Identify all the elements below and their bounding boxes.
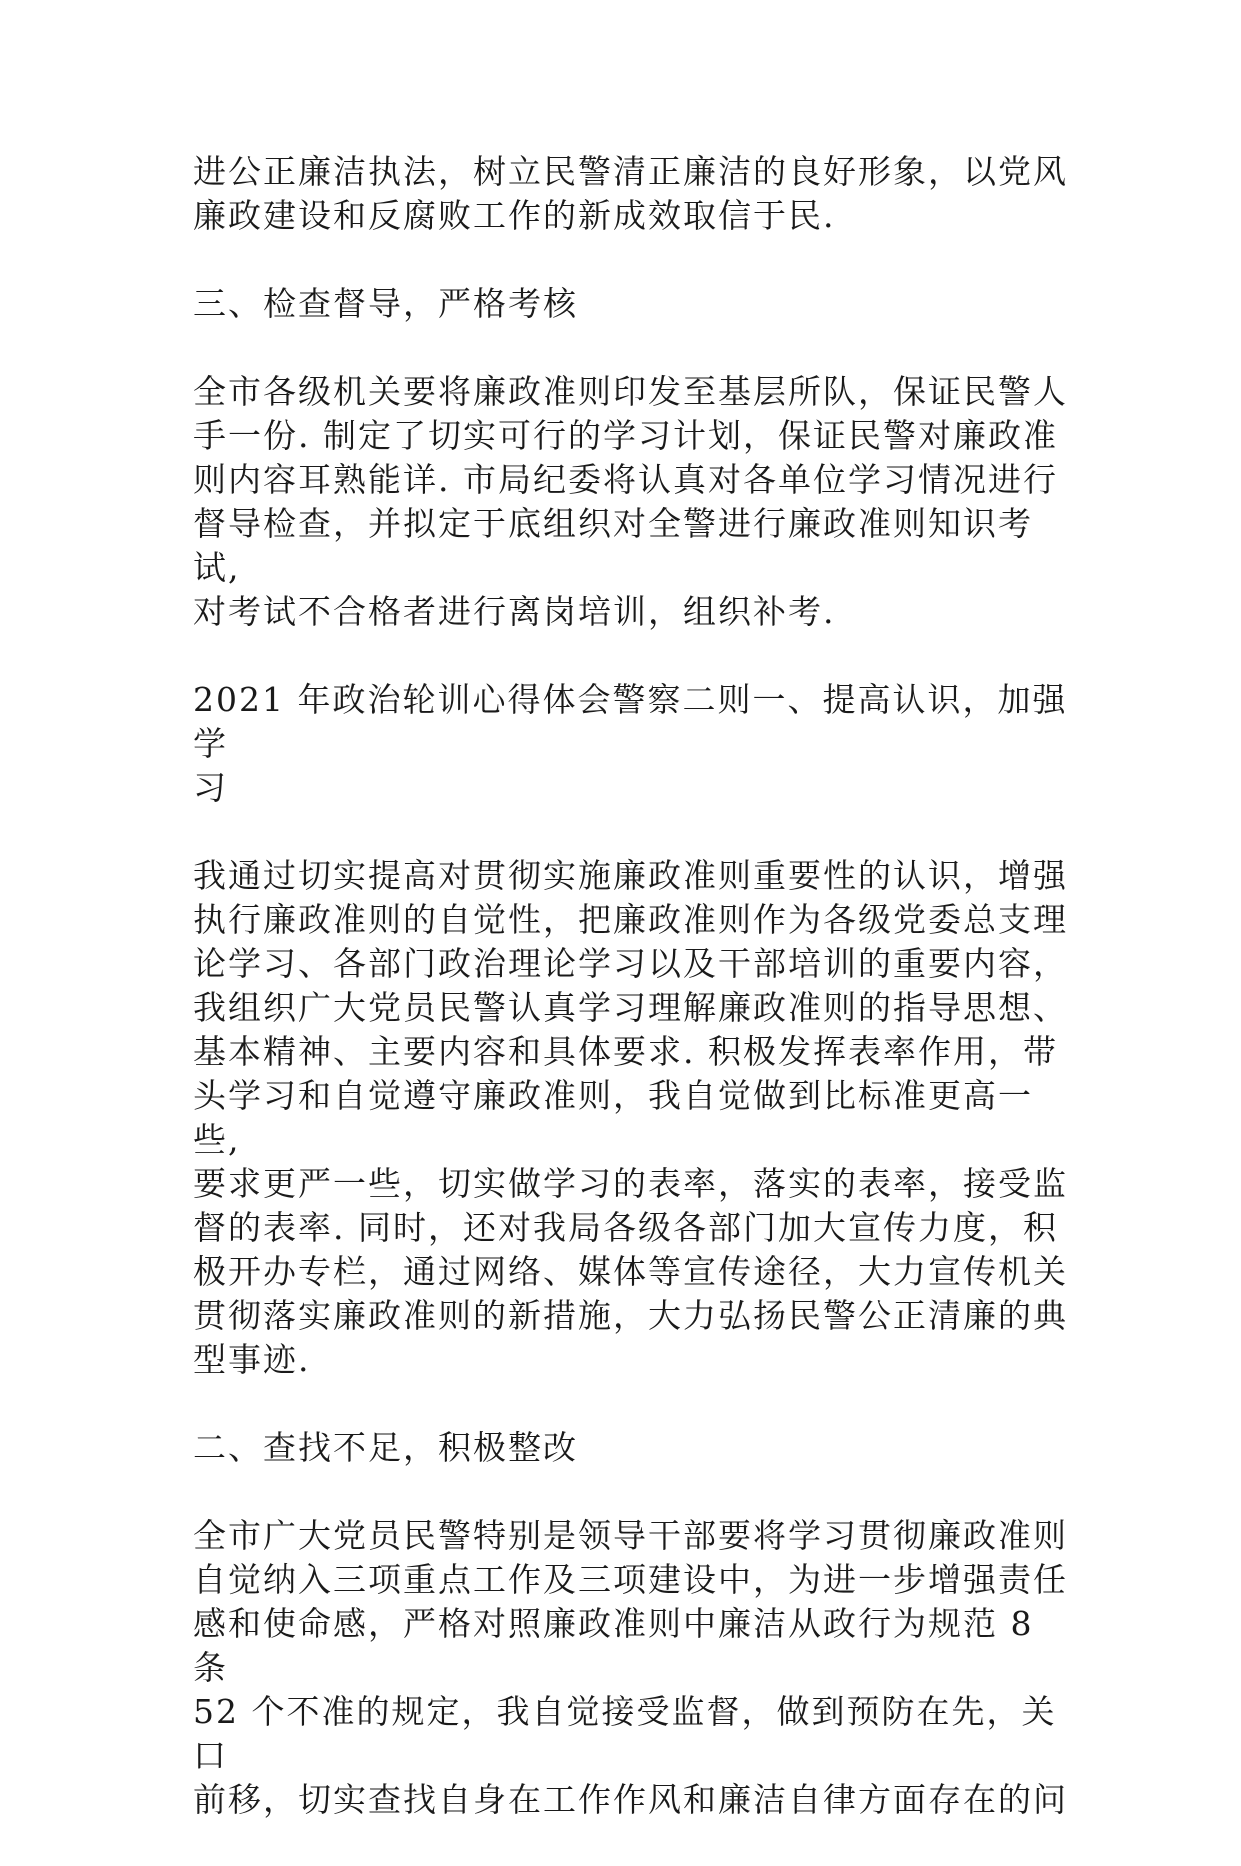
document-body	[193, 150, 1073, 1866]
paragraph-inspection: 全市各级机关要将廉政准则印发至基层所队，保证民警人 手一份. 制定了切实可行的学习计划，保证民警对廉政准 则内容耳熟能详. 市局纪委将认真对各单位学习情况进行 督导检查，并拟定于底组织对全警进行廉政准则知识考试, 对考试不合格者进行离岗培训，组织补考.	[193, 372, 1068, 631]
paragraph-awareness: 我通过切实提高对贯彻实施廉政准则重要性的认识，增强 执行廉政准则的自觉性，把廉政准则作为各级党委总支理 论学习、各部门政治理论学习以及干部培训的重要内容， 我组织广大党员民警认真学习理解廉政准则的指导思想、 基本精神、主要内容和具体要求. 积极发挥表率作用，带 头学习和自觉遵守廉政准则，我自觉做到比标准更高一些, 要求更严一些，切实做学习的表率，落实的表率，接受监 督的表率. 同时，还对我局各级各部门加大宣传力度，积 极开办专栏，通过网络、媒体等宣传途径，大力宣传机关 贯彻落实廉政准则的新措施，大力弘扬民警公正清廉的典 型事迹.	[193, 856, 1068, 1379]
section-heading-awareness: 2021 年政治轮训心得体会警察二则一、提高认识，加强学 习	[193, 680, 1068, 807]
section-heading-rectification: 二、查找不足，积极整改	[193, 1428, 578, 1467]
section-heading-inspection: 三、检查督导，严格考核	[193, 284, 578, 323]
paragraph-intro-continuation: 进公正廉洁执法，树立民警清正廉洁的良好形象，以党风 廉政建设和反腐败工作的新成效取信于民.	[193, 152, 1068, 235]
paragraph-rectification: 全市广大党员民警特别是领导干部要将学习贯彻廉政准则 自觉纳入三项重点工作及三项建设中，为进一步增强责任 感和使命感，严格对照廉政准则中廉洁从政行为规范 8 条 52 个不准的规定，我自觉接受监督，做到预防在先，关口 前移，切实查找自身在工作作风和廉洁自律方面存在的问	[193, 1516, 1068, 1819]
